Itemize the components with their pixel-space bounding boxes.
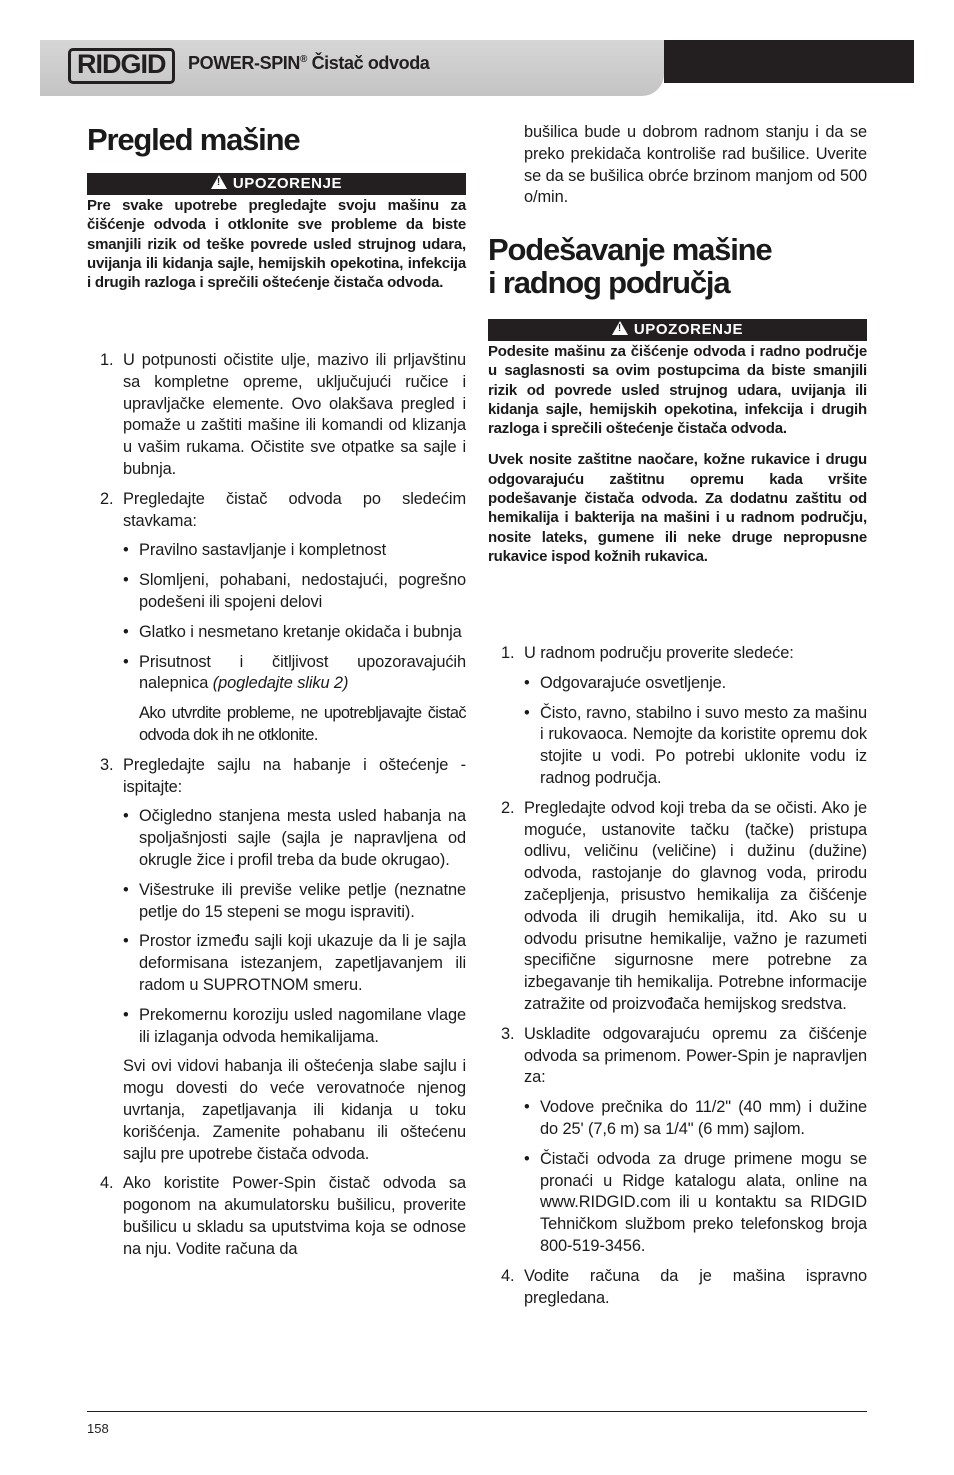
bullet-item: • Vodove prečnika do 11/2" (40 mm) i dužine do 25' (7,6 m) sa 1/4" (6 mm) sajlom. <box>524 1098 867 1138</box>
list-item: 3. Uskladite odgovarajuću opremu za čišćenje odvoda sa primenom. Power-Spin je napravljen za: • Vodove prečnika do 11/2" (40 mm) i dužine do 25' (7,6 m) sa 1/4" (6 mm) sajlom. • Čistači odvoda za druge primene mogu se pronaći u Ridge katalogu alata, online na www.RIDGID.com ili u kontaktu sa RIDGID Tehničkom službom preko telefonskog broja 800-519-3456. <box>488 1024 867 1258</box>
ridgid-logo: RIDGID <box>68 48 175 84</box>
bullet-item: • Očigledno stanjena mesta usled habanja na spoljašnjosti sajle (sajla je napravljena od okrugle žice i profil treba da bude okrugao). <box>123 807 466 869</box>
section-heading-inspection: Pregled mašine <box>87 122 300 157</box>
bullet-item: • Glatko i nesmetano kretanje okidača i bubnja <box>123 622 462 641</box>
header-title: POWER-SPIN® Čistač odvoda <box>188 53 430 73</box>
bullet-item: • Višestruke ili previše velike petlje (neznatne petlje do 15 stepeni se mogu ispraviti). <box>123 880 466 921</box>
continuation-text: bušilica bude u dobrom radnom stanju i da se preko prekidača kontroliše rad bušilice. Uverite se da se bušilica obrće brzinom manjom od 500 o/min. <box>524 123 867 207</box>
list-item: 3. Pregledajte sajlu na habanje i oštećenje - ispitajte: • Očigledno stanjena mesta usled habanja na spoljašnjosti sajle (sajla je napravljena od okrugle žice i profil treba da bude okrugao). • Višestruke ili previše velike petlje (neznatne petlje do 15 stepeni se mogu ispraviti). • Prostor između sajli koji ukazuje da li je sajla deformisana istezanjem, zapetljavanjem ili radom u SUPROTNOM smeru. • Prekomernu koroziju usled nagomilane vlage ili izlaganja odvoda hemikalijama. Svi ovi vidovi habanja ili oštećenja slabe sajlu i mogu dovesti do veće verovatnoće njenog uvrtanja, zapetljavanja ili kidanja u toku korišćenja. Zamenite pohabanu ili oštećenu sajlu pre upotrebe čistača odvoda. <box>87 755 466 1166</box>
bullet-item: • Odgovarajuće osvetljenje. <box>524 673 727 692</box>
warning-triangle-icon <box>612 321 628 335</box>
warning-text: Uvek nosite zaštitne naočare, kožne rukavice i drugu odgovarajuću zaštitnu opremu kada vršite podešavanje čistača odvoda. Za dodatnu zaštitu od hemikalija i bakterija na mašini i u radnom području, nosite lateks, gumene ili neke druge nepropusne rukavice ispod kožnih rukavica. <box>488 451 867 565</box>
list-item: 2. Pregledajte odvod koji treba da se očisti. Ako je moguće, ustanovite tačku (tačke) pristupa odlivu, veličinu (veličine) i dužinu (dužine) odvoda, rastojanje do glavnog voda, prirodu začepljenja, prisustvo hemikalija za čišćenje odvoda ili drugih hemikalija, itd. Ako su u odvodu prisutne hemikalije, važno je razumeti specifične sigurnosne mere potrebne za izbegavanje tih hemikalija. Potrebne informacije zatražite od proizvođača hemijskog sredstva. <box>501 798 867 1013</box>
list-item: 1. U radnom području proverite sledeće: • Odgovarajuće osvetljenje. • Čisto, ravno, stabilno i suvo mesto za mašinu i rukovaoca. Nemojte da koristite opremu dok stojite u vodi. Po potrebi uklonite vodu iz radnog područja. <box>488 643 867 790</box>
bullet-item: • Prostor između sajli koji ukazuje da li je sajla deformisana istezanjem, zapetljavanjem ili radom u SUPROTNOM smeru. <box>123 932 466 994</box>
bullet-item: • Prisutnost i čitljivost upozoravajućih nalepnica (pogledajte sliku 2) <box>123 652 466 693</box>
warning-block <box>488 319 867 566</box>
warning-triangle-icon <box>211 175 227 189</box>
bullet-item: • Prekomernu koroziju usled nagomilane vlage ili izlaganja odvoda hemikalijama. <box>123 1005 466 1046</box>
warning-text: Pre svake upotrebe pregledajte svoju mašinu za čišćenje odvoda i otklonite sve probleme da biste smanjili rizik od teške povrede usled strujnog udara, uvijanja ili kidanja sajle, hemijskih opekotina, infekcija i drugih razloga i sprečili oštećenje čistača odvoda. <box>87 197 466 292</box>
footer-rule <box>87 1411 867 1412</box>
step-paragraph: Svi ovi vidovi habanja ili oštećenja slabe sajlu i mogu dovesti do veće verovatnoće njenog uvrtanja, zapetljavanja ili kidanja u toku korišćenja. Zamenite pohabanu ili oštećenu sajlu pre upotrebe čistača odvoda. <box>123 1057 466 1163</box>
warning-block <box>87 173 466 292</box>
bullet-item: • Pravilno sastavljanje i kompletnost <box>123 541 387 560</box>
header-black-tab <box>664 40 914 83</box>
page-number: 158 <box>87 1421 109 1436</box>
setup-steps <box>488 643 867 1317</box>
list-item: 2. Pregledajte čistač odvoda po sledećim stavkama: • Pravilno sastavljanje i kompletnost • Slomljeni, pohabani, nedostajući, pogrešno podešeni ili spojeni delovi • Glatko i nesmetano kretanje okidača i bubnja • Prisutnost i čitljivost upozoravajućih nalepnica (pogledajte sliku 2) Ako utvrdite probleme, ne upotrebljavajte čistač odvoda dok ih ne otklonite. <box>87 489 466 747</box>
bullet-item: • Čisto, ravno, stabilno i suvo mesto za mašinu i rukovaoca. Nemojte da koristite opremu dok stojite u vodi. Po potrebi uklonite vodu iz radnog područja. <box>524 703 867 787</box>
bullet-item: • Slomljeni, pohabani, nedostajući, pogrešno podešeni ili spojeni delovi <box>123 571 466 611</box>
list-item: 4. Ako koristite Power-Spin čistač odvoda sa pogonom na akumulatorsku bušilicu, proverite bušilicu u skladu sa uputstvima koja se odnose na nju. Vodite računa da <box>100 1174 466 1258</box>
bullet-item: • Čistači odvoda za druge primene mogu se pronaći u Ridge katalogu alata, online na www.RIDGID.com ili u kontaktu sa RIDGID Tehničkom službom preko telefonskog broja 800-519-3456. <box>524 1149 867 1255</box>
section-heading-setup: Podešavanje mašine i radnog područja <box>488 232 772 300</box>
warning-bar: !UPOZORENJE <box>488 319 867 341</box>
warning-text: Podesite mašinu za čišćenje odvoda i radno područje u saglasnosti sa ovim postupcima da biste smanjili rizik od povrede usled strujnog udara, uvijanja ili kidanja sajle, hemijskih opekotina, infekcija i drugih razloga i sprečili oštećenje čistača odvoda. <box>488 343 867 438</box>
list-item: 1. U potpunosti očistite ulje, mazivo ili prljavštinu sa kompletne opreme, uključujući ručice i upravljačke elemente. Ovo olakšava pregled i pomaže u zaštiti mašine ili komandi od klizanja u vašim rukama. Očistite sve otpatke sa sajle i bubnja. <box>100 351 466 478</box>
step-note: Ako utvrdite probleme, ne upotrebljavajte čistač odvoda dok ih ne otklonite. <box>139 704 466 744</box>
inspection-steps <box>87 350 466 1268</box>
warning-bar: !UPOZORENJE <box>87 173 466 195</box>
list-item: 4. Vodite računa da je mašina ispravno pregledana. <box>501 1266 867 1307</box>
